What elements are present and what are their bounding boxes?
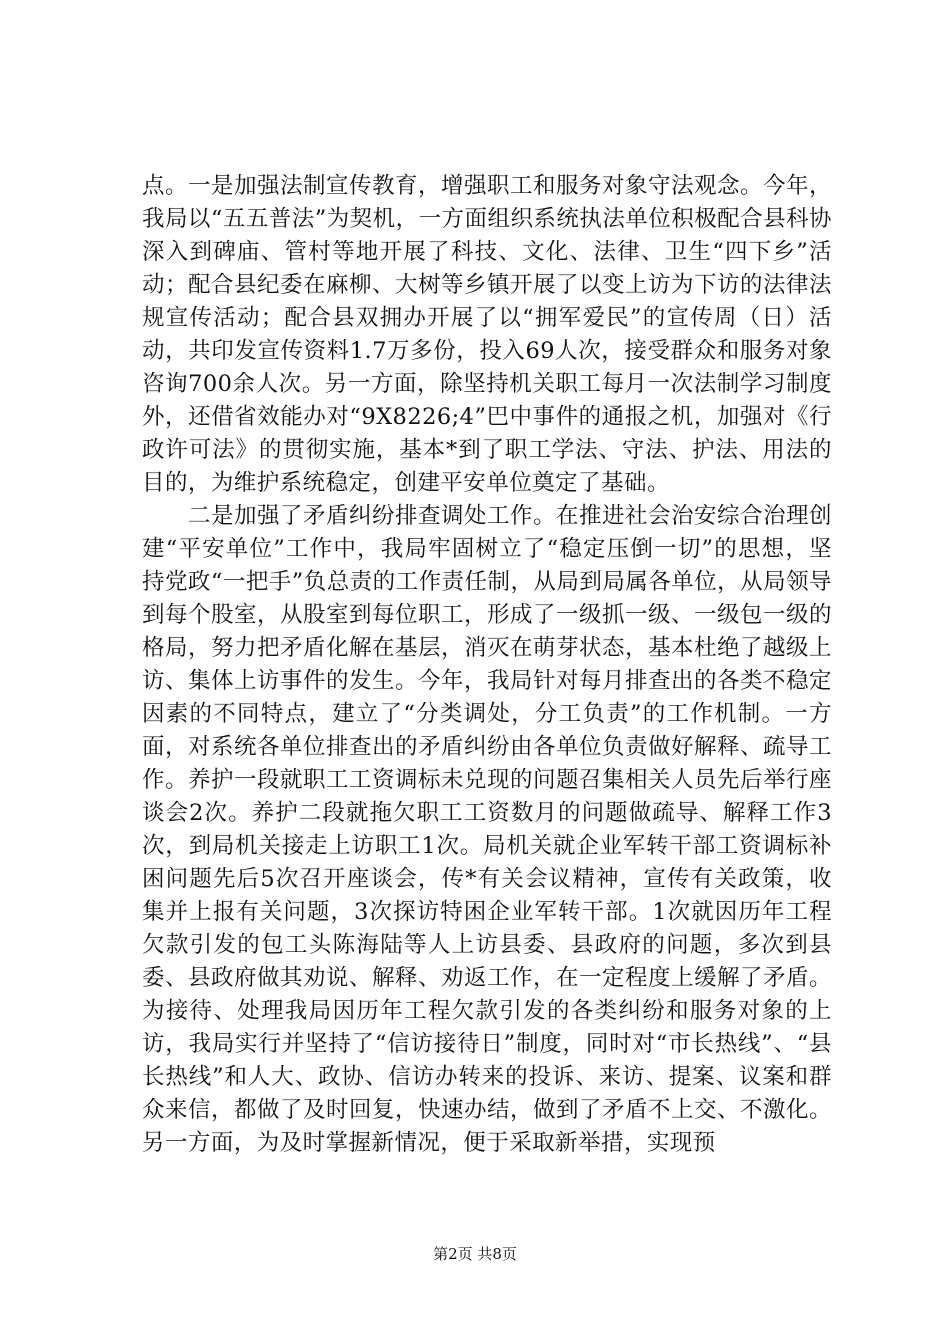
paragraph-1: 点。一是加强法制宣传教育，增强职工和服务对象守法观念。今年，我局以“五五普法”为契机，一方面组织系统执法单位积极配合县科协深入到碑庙、管村等地开展了科技、文化、法律、卫生“四下乡”活动；配合县纪委在麻柳、大树等乡镇开展了以变上访为下访的法律法规宣传活动；配合县双拥办开展了以“拥军爱民”的宣传周（日）活动，共印发宣传资料1.7万多份，投入69人次，接受群众和服务对象咨询700余人次。另一方面，除坚持机关职工每月一次法制学习制度外，还借省效能办对“9X8226;4”巴中事件的通报之机，加强对《行政许可法》的贯彻实施，基本*到了职工学法、守法、护法、用法的目的，为维护系统稳定，创建平安单位奠定了基础。 bbox=[142, 173, 832, 496]
document-body bbox=[142, 170, 832, 1160]
page-footer: 第2页 共8页 bbox=[433, 1245, 517, 1263]
paragraph-2: 二是加强了矛盾纠纷排查调处工作。在推进社会治安综合治理创建“平安单位”工作中，我局牢固树立了“稳定压倒一切”的思想，坚持党政“一把手”负总责的工作责任制，从局到局属各单位，从局领导到每个股室，从股室到每位职工，形成了一级抓一级、一级包一级的格局，努力把矛盾化解在基层，消灭在萌芽状态，基本杜绝了越级上访、集体上访事件的发生。今年，我局针对每月排查出的各类不稳定因素的不同特点，建立了“分类调处，分工负责”的工作机制。一方面，对系统各单位排查出的矛盾纠纷由各单位负责做好解释、疏导工作。养护一段就职工工资调标未兑现的问题召集相关人员先后举行座谈会2次。养护二段就拖欠职工工资数月的问题做疏导、解释工作3次，到局机关接走上访职工1次。局机关就企业军转干部工资调标补困问题先后5次召开座谈会，传*有关会议精神，宣传有关政策，收集并上报有关问题，3次探访特困企业军转干部。1次就因历年工程欠款引发的包工头陈海陆等人上访县委、县政府的问题，多次到县委、县政府做其劝说、解释、劝返工作，在一定程度上缓解了矛盾。为接待、处理我局因历年工程欠款引发的各类纠纷和服务对象的上访，我局实行并坚持了“信访接待日”制度，同时对“市长热线”、“县长热线”和人大、政协、信访办转来的投诉、来访、提案、议案和群众来信，都做了及时回复，快速办结，做到了矛盾不上交、不激化。另一方面，为及时掌握新情况，便于采取新举措，实现预 bbox=[142, 503, 832, 1156]
